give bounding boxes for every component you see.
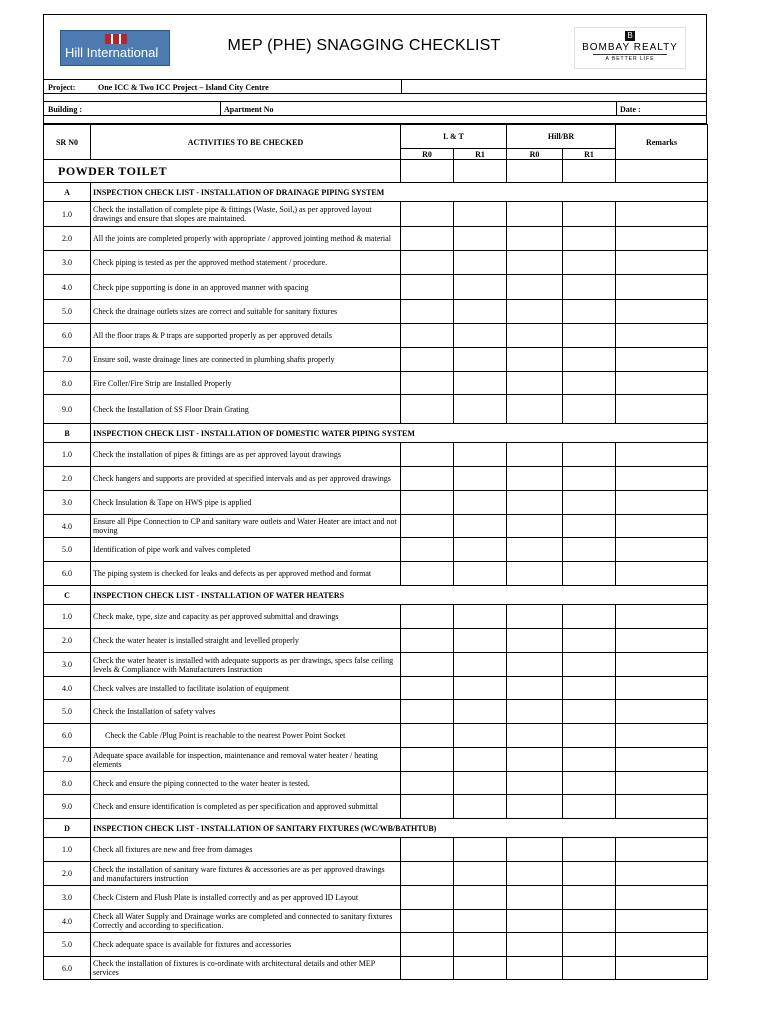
check-cell[interactable] — [454, 467, 507, 491]
check-cell[interactable] — [401, 251, 454, 275]
checklist-row — [44, 324, 708, 348]
check-cell[interactable] — [616, 605, 708, 629]
section-letter: A — [44, 183, 91, 202]
check-cell[interactable] — [616, 348, 708, 372]
activity-text: The piping system is checked for leaks and defects as per approved method and format — [91, 562, 401, 586]
col-activities-header: ACTIVITIES TO BE CHECKED — [91, 125, 401, 160]
check-cell[interactable] — [616, 538, 708, 562]
spacer-row — [43, 94, 707, 102]
check-cell[interactable] — [616, 300, 708, 324]
check-cell[interactable] — [401, 957, 454, 980]
check-cell[interactable] — [454, 348, 507, 372]
check-cell[interactable] — [454, 202, 507, 227]
check-cell[interactable] — [401, 677, 454, 700]
check-cell[interactable] — [401, 629, 454, 653]
check-cell[interactable] — [507, 491, 563, 515]
bombay-realty-name: BOMBAY REALTY — [582, 42, 678, 53]
apartment-label: Apartment No — [224, 105, 274, 114]
activity-text: Check pipe supporting is done in an approved manner with spacing — [91, 275, 401, 300]
check-cell[interactable] — [616, 700, 708, 724]
check-cell[interactable] — [454, 862, 507, 886]
item-number: 6.0 — [44, 957, 91, 980]
activity-text: Check the drainage outlets sizes are correct and suitable for sanitary fixtures — [91, 300, 401, 324]
check-cell[interactable] — [507, 202, 563, 227]
project-label: Project: — [48, 83, 76, 92]
activity-text: Check make, type, size and capacity as per approved submittal and drawings — [91, 605, 401, 629]
checklist-row — [44, 724, 708, 748]
check-cell[interactable] — [563, 795, 616, 819]
checklist-row — [44, 772, 708, 795]
activity-text: Check all fixtures are new and free from damages — [91, 838, 401, 862]
check-cell[interactable] — [507, 348, 563, 372]
check-cell[interactable] — [616, 862, 708, 886]
checklist-row — [44, 227, 708, 251]
activity-text: Check and ensure identification is completed as per specification and approved submittal — [91, 795, 401, 819]
check-cell[interactable] — [616, 202, 708, 227]
check-cell[interactable] — [454, 538, 507, 562]
spacer-row — [43, 116, 707, 124]
check-cell[interactable] — [401, 795, 454, 819]
col-lt-r0: R0 — [401, 149, 454, 160]
checklist-row — [44, 957, 708, 980]
activity-text: Check the installation of sanitary ware fixtures & accessories are as per approved drawings and manufacturers instruction — [91, 862, 401, 886]
activity-text: Identification of pipe work and valves completed — [91, 538, 401, 562]
item-number: 4.0 — [44, 677, 91, 700]
project-row — [43, 80, 707, 94]
check-cell[interactable] — [563, 724, 616, 748]
check-cell[interactable] — [401, 862, 454, 886]
check-cell[interactable] — [507, 275, 563, 300]
checklist-row — [44, 795, 708, 819]
checklist-row — [44, 748, 708, 772]
check-cell[interactable] — [616, 275, 708, 300]
section-title: INSPECTION CHECK LIST - INSTALLATION OF DOMESTIC WATER PIPING SYSTEM — [91, 424, 708, 443]
checklist-row — [44, 886, 708, 910]
check-cell[interactable] — [454, 491, 507, 515]
bombay-realty-tagline: A BETTER LIFE — [593, 54, 667, 62]
column-header-row — [44, 125, 708, 149]
area-row — [44, 160, 708, 183]
checklist-row — [44, 348, 708, 372]
check-cell[interactable] — [563, 300, 616, 324]
check-cell[interactable] — [507, 795, 563, 819]
activity-text: Check the water heater is installed with adequate supports as per drawings, specs false ceiling levels & Compliance with Manufacturers Instruction — [91, 653, 401, 677]
check-cell[interactable] — [563, 443, 616, 467]
col-sr-header: SR N0 — [44, 125, 91, 160]
check-cell[interactable] — [616, 629, 708, 653]
item-number: 6.0 — [44, 562, 91, 586]
checklist-row — [44, 251, 708, 275]
check-cell[interactable] — [507, 443, 563, 467]
check-cell[interactable] — [454, 957, 507, 980]
check-cell[interactable] — [401, 700, 454, 724]
check-cell[interactable] — [563, 629, 616, 653]
check-cell[interactable] — [616, 395, 708, 424]
check-cell[interactable] — [401, 227, 454, 251]
checklist-row — [44, 275, 708, 300]
document-header — [43, 14, 707, 80]
check-cell[interactable] — [616, 772, 708, 795]
check-cell[interactable] — [454, 275, 507, 300]
col-lt-header: L & T — [401, 125, 507, 149]
check-cell[interactable] — [507, 677, 563, 700]
checklist-row — [44, 202, 708, 227]
hill-logo-text: Hill International — [65, 45, 159, 60]
item-number: 6.0 — [44, 324, 91, 348]
check-cell[interactable] — [507, 227, 563, 251]
check-cell[interactable] — [616, 748, 708, 772]
check-cell[interactable] — [616, 443, 708, 467]
check-cell[interactable] — [507, 467, 563, 491]
check-cell[interactable] — [616, 795, 708, 819]
check-cell[interactable] — [401, 275, 454, 300]
section-letter: D — [44, 819, 91, 838]
project-value: One ICC & Two ICC Project – Island City Centre — [98, 83, 269, 92]
checklist-row — [44, 443, 708, 467]
item-number: 3.0 — [44, 653, 91, 677]
section-header-row — [44, 819, 708, 838]
check-cell[interactable] — [563, 227, 616, 251]
activity-text: Check adequate space is available for fixtures and accessories — [91, 933, 401, 957]
check-cell[interactable] — [563, 348, 616, 372]
check-cell[interactable] — [616, 677, 708, 700]
check-cell[interactable] — [454, 515, 507, 538]
check-cell[interactable] — [454, 700, 507, 724]
check-cell[interactable] — [454, 395, 507, 424]
activity-text: Check piping is tested as per the approved method statement / procedure. — [91, 251, 401, 275]
item-number: 3.0 — [44, 491, 91, 515]
check-cell[interactable] — [507, 724, 563, 748]
area-title: POWDER TOILET — [44, 160, 401, 183]
item-number: 5.0 — [44, 933, 91, 957]
item-number: 9.0 — [44, 395, 91, 424]
bombay-realty-logo — [574, 27, 686, 69]
checklist-row — [44, 933, 708, 957]
check-cell[interactable] — [401, 910, 454, 933]
check-cell[interactable] — [401, 562, 454, 586]
activity-text: Check the water heater is installed straight and levelled properly — [91, 629, 401, 653]
check-cell[interactable] — [401, 443, 454, 467]
checklist-row — [44, 467, 708, 491]
check-cell[interactable] — [401, 348, 454, 372]
check-cell[interactable] — [507, 933, 563, 957]
check-cell[interactable] — [401, 772, 454, 795]
checklist-row — [44, 862, 708, 886]
check-cell[interactable] — [454, 653, 507, 677]
check-cell[interactable] — [454, 324, 507, 348]
checklist-row — [44, 538, 708, 562]
check-cell[interactable] — [401, 538, 454, 562]
checklist-row — [44, 562, 708, 586]
date-label: Date : — [620, 105, 641, 114]
check-cell[interactable] — [563, 202, 616, 227]
item-number: 1.0 — [44, 605, 91, 629]
check-cell[interactable] — [401, 324, 454, 348]
check-cell[interactable] — [563, 838, 616, 862]
col-hill-r0: R0 — [507, 149, 563, 160]
check-cell[interactable] — [563, 275, 616, 300]
activity-text: Check Cistern and Flush Plate is installed correctly and as per approved ID Layout — [91, 886, 401, 910]
checklist-row — [44, 605, 708, 629]
item-number: 2.0 — [44, 629, 91, 653]
activity-text: Fire Coller/Fire Strip are Installed Properly — [91, 372, 401, 395]
check-cell[interactable] — [563, 395, 616, 424]
check-cell[interactable] — [401, 605, 454, 629]
checklist-row — [44, 677, 708, 700]
check-cell[interactable] — [401, 886, 454, 910]
checklist-row — [44, 515, 708, 538]
col-remarks-header: Remarks — [616, 125, 708, 160]
check-cell[interactable] — [563, 467, 616, 491]
item-number: 7.0 — [44, 348, 91, 372]
check-cell[interactable] — [401, 202, 454, 227]
item-number: 2.0 — [44, 862, 91, 886]
section-title: INSPECTION CHECK LIST - INSTALLATION OF WATER HEATERS — [91, 586, 708, 605]
activity-text: Check the Cable /Plug Point is reachable to the nearest Power Point Socket — [91, 724, 401, 748]
check-cell[interactable] — [401, 300, 454, 324]
activity-text: Check the Installation of SS Floor Drain Grating — [91, 395, 401, 424]
check-cell[interactable] — [401, 933, 454, 957]
check-cell[interactable] — [616, 838, 708, 862]
check-cell[interactable] — [616, 467, 708, 491]
check-cell[interactable] — [401, 748, 454, 772]
building-row — [43, 102, 707, 116]
item-number: 5.0 — [44, 538, 91, 562]
check-cell[interactable] — [563, 538, 616, 562]
check-cell[interactable] — [507, 700, 563, 724]
section-header-row — [44, 586, 708, 605]
activity-text: Adequate space available for inspection, maintenance and removal water heater / heating elements — [91, 748, 401, 772]
section-header-row — [44, 424, 708, 443]
checklist-row — [44, 910, 708, 933]
section-title: INSPECTION CHECK LIST - INSTALLATION OF SANITARY FIXTURES (WC/WB/BATHTUB) — [91, 819, 708, 838]
check-cell[interactable] — [401, 515, 454, 538]
checklist-row — [44, 372, 708, 395]
item-number: 1.0 — [44, 443, 91, 467]
check-cell[interactable] — [616, 515, 708, 538]
item-number: 2.0 — [44, 227, 91, 251]
checklist-row — [44, 653, 708, 677]
check-cell[interactable] — [507, 862, 563, 886]
check-cell[interactable] — [454, 372, 507, 395]
item-number: 4.0 — [44, 275, 91, 300]
activity-text: Check valves are installed to facilitate isolation of equipment — [91, 677, 401, 700]
check-cell[interactable] — [563, 957, 616, 980]
check-cell[interactable] — [616, 491, 708, 515]
check-cell[interactable] — [507, 653, 563, 677]
check-cell[interactable] — [401, 372, 454, 395]
check-cell[interactable] — [507, 772, 563, 795]
section-title: INSPECTION CHECK LIST - INSTALLATION OF DRAINAGE PIPING SYSTEM — [91, 183, 708, 202]
item-number: 2.0 — [44, 467, 91, 491]
check-cell[interactable] — [616, 724, 708, 748]
check-cell[interactable] — [454, 562, 507, 586]
check-cell[interactable] — [454, 838, 507, 862]
check-cell[interactable] — [454, 910, 507, 933]
activity-text: Check the installation of pipes & fittings are as per approved layout drawings — [91, 443, 401, 467]
document-title: MEP (PHE) SNAGGING CHECKLIST — [227, 37, 501, 54]
check-cell[interactable] — [563, 605, 616, 629]
activity-text: All the floor traps & P traps are supported properly as per approved details — [91, 324, 401, 348]
check-cell[interactable] — [507, 748, 563, 772]
check-cell[interactable] — [616, 251, 708, 275]
check-cell[interactable] — [401, 653, 454, 677]
check-cell[interactable] — [454, 886, 507, 910]
check-cell[interactable] — [507, 886, 563, 910]
check-cell[interactable] — [616, 957, 708, 980]
check-cell[interactable] — [454, 933, 507, 957]
check-cell[interactable] — [507, 605, 563, 629]
check-cell[interactable] — [616, 562, 708, 586]
building-label: Building : — [48, 105, 83, 114]
check-cell[interactable] — [563, 862, 616, 886]
check-cell[interactable] — [401, 491, 454, 515]
check-cell[interactable] — [563, 515, 616, 538]
check-cell[interactable] — [401, 395, 454, 424]
checklist-sheet — [43, 14, 707, 980]
check-cell[interactable] — [401, 724, 454, 748]
check-cell[interactable] — [507, 324, 563, 348]
activity-text: Check and ensure the piping connected to the water heater is tested. — [91, 772, 401, 795]
check-cell[interactable] — [616, 227, 708, 251]
check-cell[interactable] — [563, 748, 616, 772]
item-number: 6.0 — [44, 724, 91, 748]
check-cell[interactable] — [454, 772, 507, 795]
check-cell[interactable] — [563, 324, 616, 348]
check-cell[interactable] — [563, 251, 616, 275]
bombay-realty-mark-icon: B — [625, 31, 635, 41]
hill-logo-mark-icon — [105, 34, 127, 44]
activity-text: All the joints are completed properly with appropriate / approved jointing method & material — [91, 227, 401, 251]
col-lt-r1: R1 — [454, 149, 507, 160]
check-cell[interactable] — [454, 605, 507, 629]
check-cell[interactable] — [507, 395, 563, 424]
activity-text: Check the Installation of safety valves — [91, 700, 401, 724]
check-cell[interactable] — [454, 724, 507, 748]
check-cell[interactable] — [454, 443, 507, 467]
activity-text: Check the installation of fixtures is co-ordinate with architectural details and other MEP services — [91, 957, 401, 980]
activity-text: Check Insulation & Tape on HWS pipe is applied — [91, 491, 401, 515]
item-number: 9.0 — [44, 795, 91, 819]
col-hill-header: Hill/BR — [507, 125, 616, 149]
check-cell[interactable] — [454, 629, 507, 653]
activity-text: Ensure soil, waste drainage lines are connected in plumbing shafts properly — [91, 348, 401, 372]
check-cell[interactable] — [507, 629, 563, 653]
check-cell[interactable] — [616, 653, 708, 677]
check-cell[interactable] — [507, 372, 563, 395]
check-cell[interactable] — [563, 886, 616, 910]
item-number: 1.0 — [44, 838, 91, 862]
check-cell[interactable] — [454, 251, 507, 275]
section-header-row — [44, 183, 708, 202]
item-number: 3.0 — [44, 886, 91, 910]
check-cell[interactable] — [563, 772, 616, 795]
check-cell[interactable] — [507, 251, 563, 275]
check-cell[interactable] — [563, 677, 616, 700]
section-letter: C — [44, 586, 91, 605]
check-cell[interactable] — [563, 910, 616, 933]
section-letter: B — [44, 424, 91, 443]
check-cell[interactable] — [507, 957, 563, 980]
checklist-row — [44, 838, 708, 862]
check-cell[interactable] — [563, 933, 616, 957]
check-cell[interactable] — [507, 838, 563, 862]
activity-text: Ensure all Pipe Connection to CP and sanitary ware outlets and Water Heater are intact and not moving — [91, 515, 401, 538]
item-number: 3.0 — [44, 251, 91, 275]
check-cell[interactable] — [616, 324, 708, 348]
item-number: 5.0 — [44, 300, 91, 324]
check-cell[interactable] — [507, 538, 563, 562]
check-cell[interactable] — [616, 933, 708, 957]
check-cell[interactable] — [563, 562, 616, 586]
checklist-row — [44, 700, 708, 724]
item-number: 8.0 — [44, 372, 91, 395]
activity-text: Check the installation of complete pipe & fittings (Waste, Soil,) as per approved layout drawings and ensure that slopes are maintained. — [91, 202, 401, 227]
item-number: 7.0 — [44, 748, 91, 772]
item-number: 8.0 — [44, 772, 91, 795]
check-cell[interactable] — [454, 748, 507, 772]
activity-text: Check all Water Supply and Drainage works are completed and connected to sanitary fixtures Correctly and according to specification. — [91, 910, 401, 933]
activity-text: Check hangers and supports are provided at specified intervals and as per approved drawings — [91, 467, 401, 491]
checklist-row — [44, 491, 708, 515]
check-cell[interactable] — [616, 372, 708, 395]
checklist-row — [44, 395, 708, 424]
check-cell[interactable] — [563, 372, 616, 395]
col-hill-r1: R1 — [563, 149, 616, 160]
item-number: 5.0 — [44, 700, 91, 724]
checklist-row — [44, 629, 708, 653]
check-cell[interactable] — [616, 910, 708, 933]
check-cell[interactable] — [401, 467, 454, 491]
check-cell[interactable] — [401, 838, 454, 862]
check-cell[interactable] — [507, 515, 563, 538]
check-cell[interactable] — [563, 700, 616, 724]
check-cell[interactable] — [507, 910, 563, 933]
check-cell[interactable] — [563, 491, 616, 515]
checklist-table — [43, 124, 708, 980]
check-cell[interactable] — [454, 677, 507, 700]
item-number: 4.0 — [44, 910, 91, 933]
check-cell[interactable] — [616, 886, 708, 910]
check-cell[interactable] — [507, 300, 563, 324]
check-cell[interactable] — [454, 227, 507, 251]
checklist-row — [44, 300, 708, 324]
check-cell[interactable] — [454, 795, 507, 819]
item-number: 4.0 — [44, 515, 91, 538]
item-number: 1.0 — [44, 202, 91, 227]
check-cell[interactable] — [454, 300, 507, 324]
check-cell[interactable] — [563, 653, 616, 677]
hill-international-logo — [60, 30, 170, 66]
check-cell[interactable] — [507, 562, 563, 586]
